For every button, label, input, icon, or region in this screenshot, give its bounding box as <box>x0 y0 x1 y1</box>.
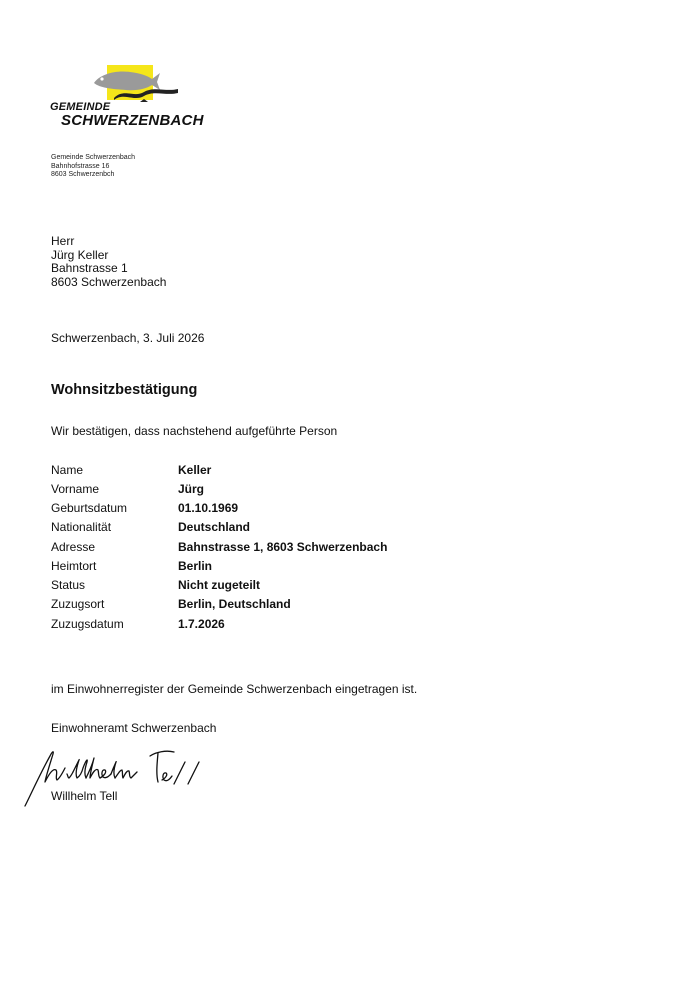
recipient-line: 8603 Schwerzenbach <box>51 274 167 289</box>
sender-line: Gemeinde Schwerzenbach <box>51 154 136 161</box>
detail-label: Zuzugsort <box>51 597 105 611</box>
detail-label: Name <box>51 463 84 477</box>
letter-date: Schwerzenbach, 3. Juli 2026 <box>51 331 205 345</box>
logo-wordmark-schwerzenbach: SCHWERZENBACH <box>61 112 204 129</box>
detail-label: Adresse <box>51 540 96 554</box>
letter-title: Wohnsitzbestätigung <box>51 382 198 398</box>
detail-label: Geburtsdatum <box>51 501 128 515</box>
detail-label: Heimtort <box>51 559 97 573</box>
sender-address <box>51 154 135 180</box>
detail-value: Jürg <box>178 482 205 496</box>
detail-label: Status <box>51 578 86 592</box>
detail-value: 1.7.2026 <box>178 617 225 631</box>
recipient-line: Jürg Keller <box>51 247 109 262</box>
detail-value: 01.10.1969 <box>178 501 239 515</box>
detail-value: Berlin <box>178 559 213 573</box>
sender-line: Bahnhofstrasse 16 <box>51 162 110 170</box>
recipient-line: Bahnstrasse 1 <box>51 261 128 275</box>
detail-value: Bahnstrasse 1, 8603 Schwerzenbach <box>178 540 388 554</box>
detail-label: Nationalität <box>51 520 112 534</box>
letter-closing-text: im Einwohnerregister der Gemeinde Schwerzenbach eingetragen ist. <box>51 682 418 696</box>
detail-value: Deutschland <box>178 520 251 534</box>
recipient-line: Herr <box>51 234 75 248</box>
detail-label: Vorname <box>51 482 100 496</box>
detail-value: Keller <box>178 463 212 477</box>
sender-line: 8603 Schwerzenbch <box>51 171 115 178</box>
recipient-address <box>51 235 166 289</box>
letter-intro: Wir bestätigen, dass nachstehend aufgeführte Person <box>51 424 338 438</box>
detail-value: Berlin, Deutschland <box>178 597 291 611</box>
issuing-office: Einwohneramt Schwerzenbach <box>51 721 217 735</box>
handwritten-signature <box>22 738 207 815</box>
logo-wordmark-gemeinde: GEMEINDE <box>50 101 111 113</box>
detail-label: Zuzugsdatum <box>51 617 124 631</box>
detail-value: Nicht zugeteilt <box>178 578 261 592</box>
signer-name: Willhelm Tell <box>51 789 118 803</box>
